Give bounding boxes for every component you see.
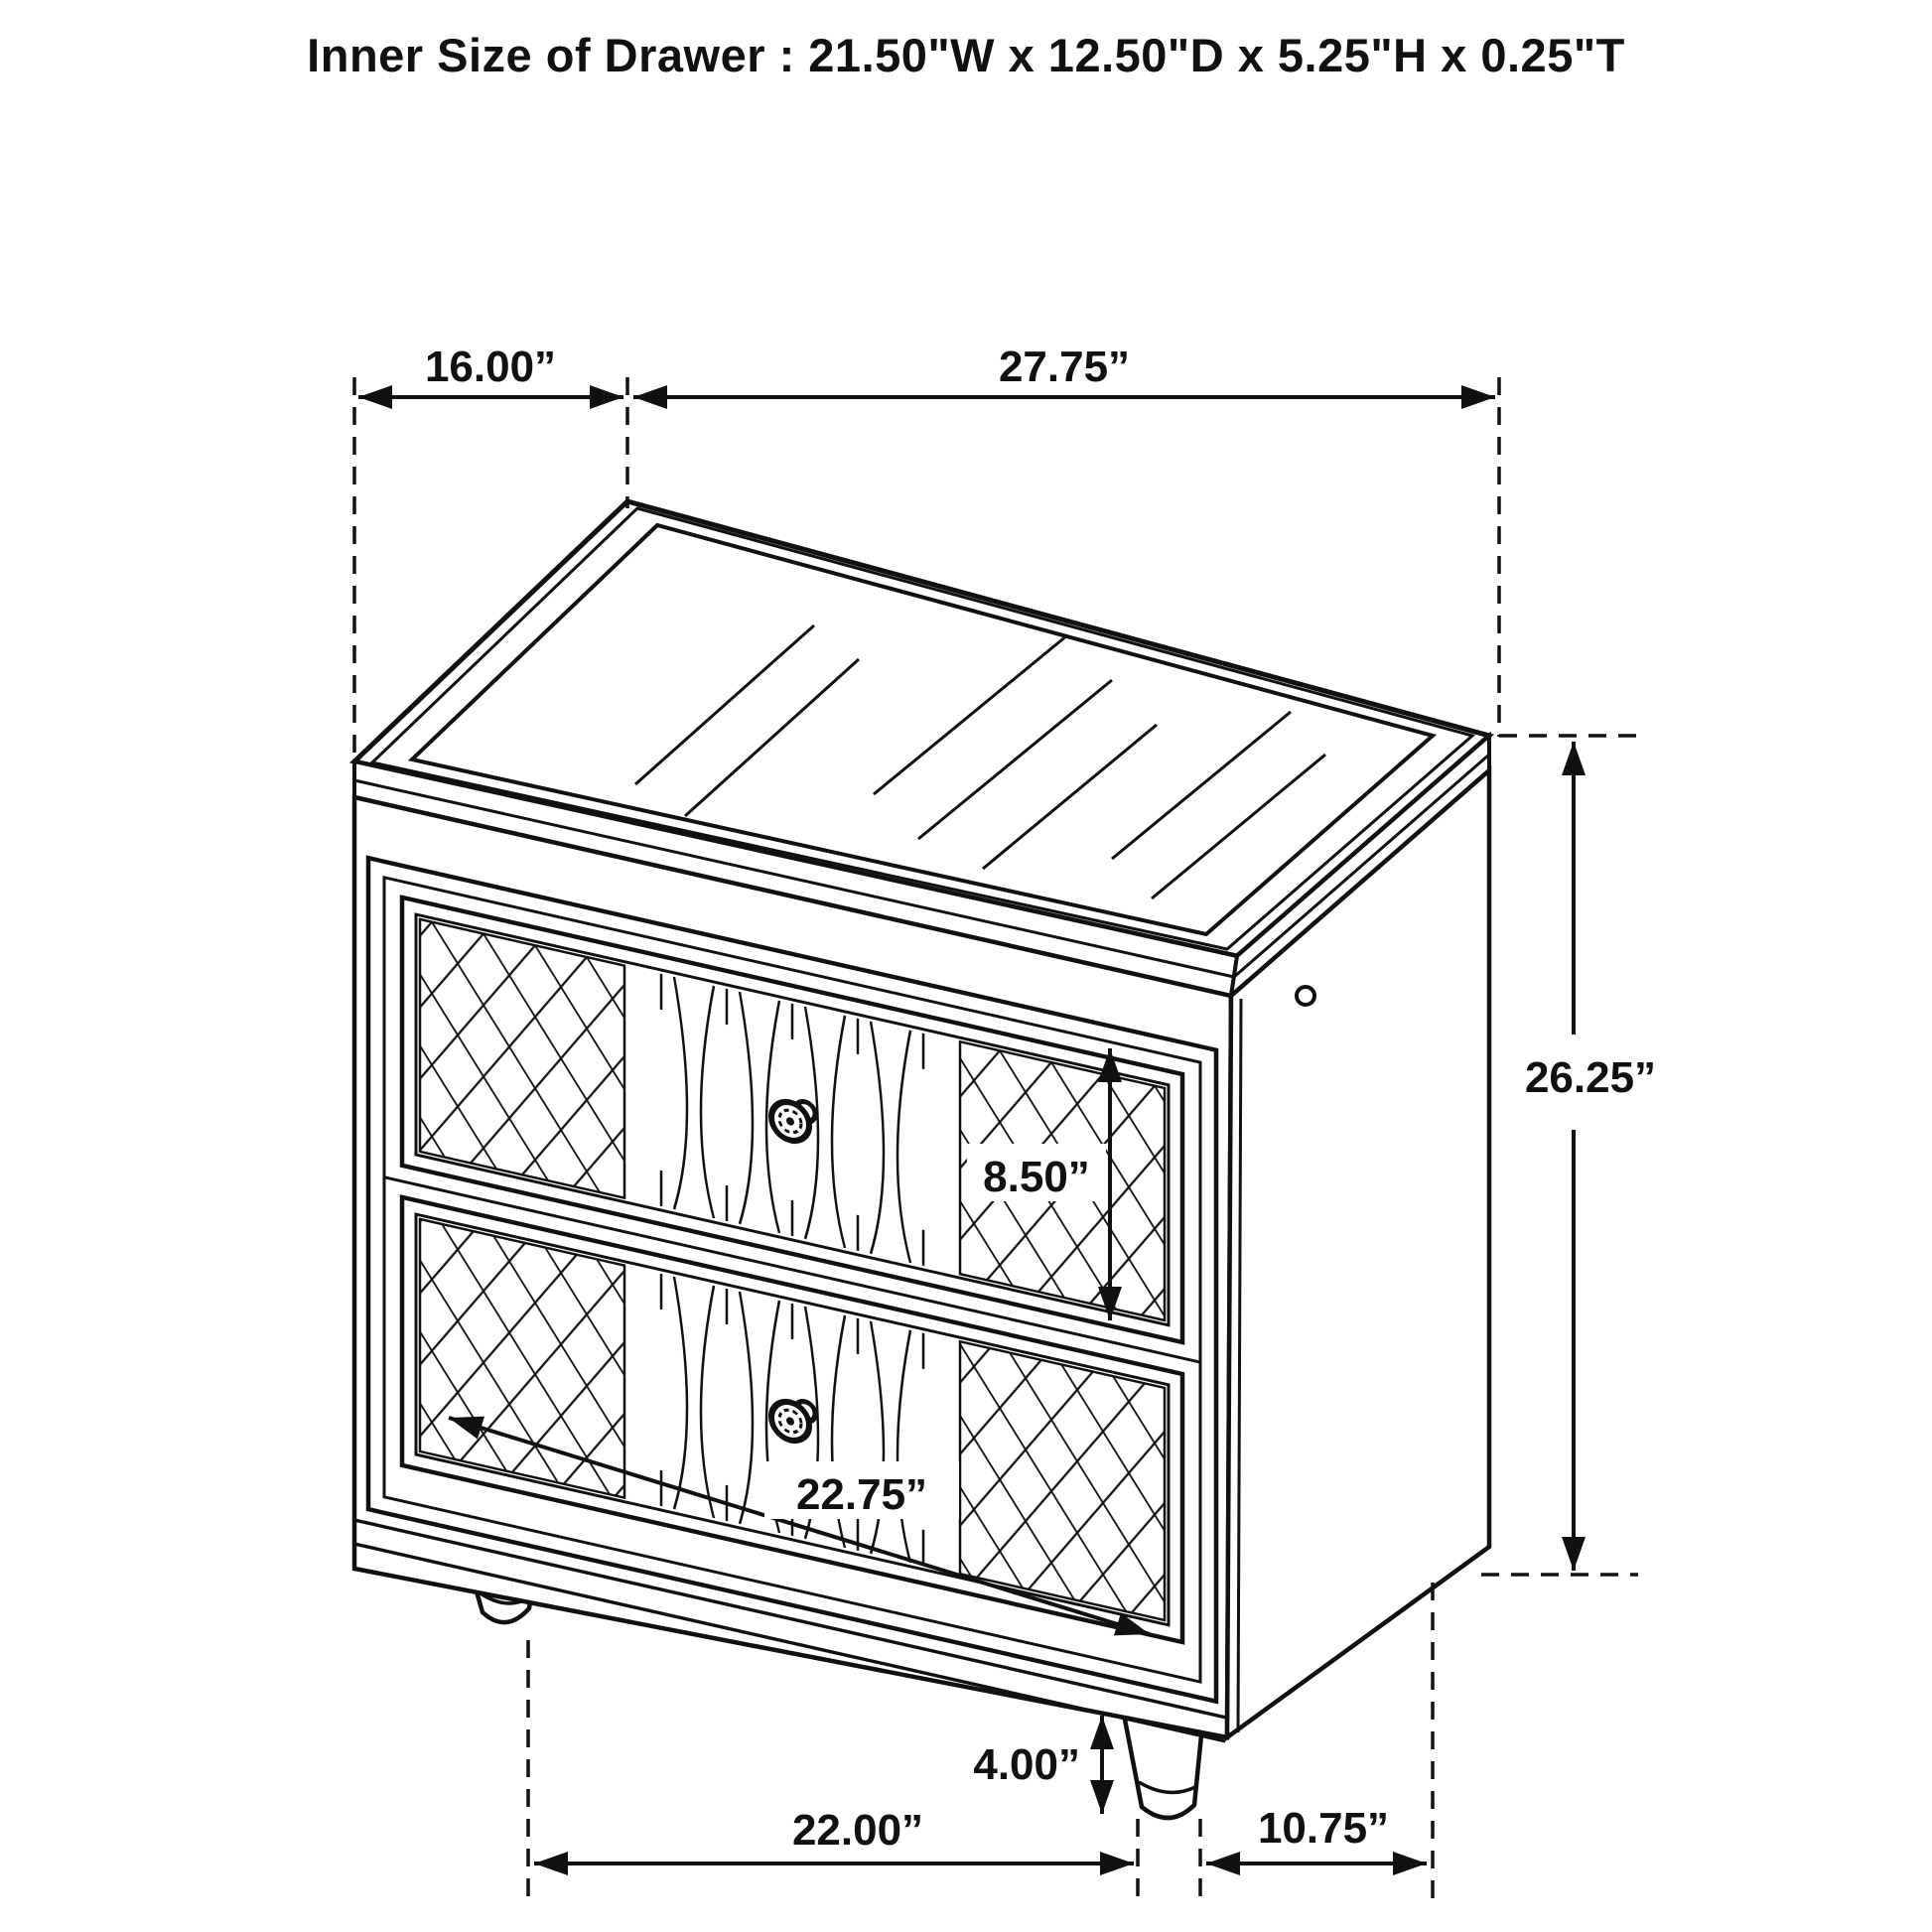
dim-label-drawer-front-height: 8.50” (983, 1153, 1090, 1201)
dim-label-leg-height: 4.00” (973, 1740, 1080, 1789)
top-drawer-left-lattice-panel (420, 919, 624, 1198)
peg-hole-icon (1297, 987, 1314, 1005)
nightstand-drawing (354, 501, 1489, 1818)
bottom-drawer-left-lattice-panel (420, 1219, 624, 1498)
dim-label-top-width: 27.75” (998, 343, 1131, 391)
diagram-title: Inner Size of Drawer : 21.50"W x 12.50"D x 5.25"H x 0.25"T (307, 29, 1625, 81)
dim-label-bottom-width: 22.00” (791, 1806, 924, 1855)
bottom-drawer-right-lattice-panel (960, 1341, 1165, 1620)
dim-label-overall-height: 26.25” (1524, 1053, 1657, 1102)
dim-label-top-depth: 16.00” (424, 343, 557, 391)
dim-label-bottom-depth: 10.75” (1257, 1804, 1390, 1853)
dim-label-drawer-width: 22.75” (795, 1470, 928, 1519)
